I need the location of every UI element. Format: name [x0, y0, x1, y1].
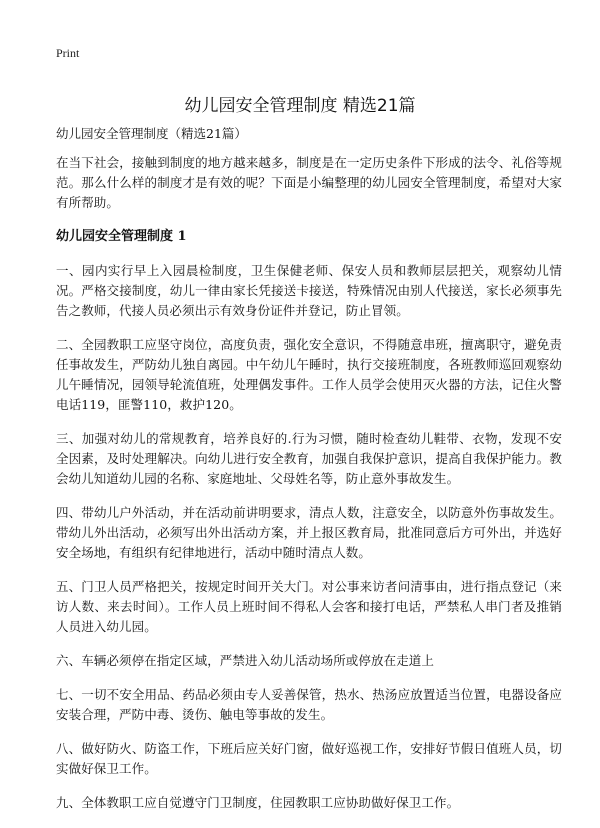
- document-subtitle: 幼儿园安全管理制度（精选21篇）: [56, 126, 247, 141]
- rule-paragraph-7: 七、一切不安全用品、药品必须由专人妥善保管，热水、热汤应放置适当位置，电器设备应安装合理，严防中毒、烫伤、触电等事故的发生。: [56, 687, 562, 722]
- rule-paragraph-2: 二、全园教职工应坚守岗位，高度负责，强化安全意识，不得随意串班，擅离职守，避免责任事故发生，严防幼儿独自离园。中午幼儿午睡时，执行交接班制度，各班教师巡回观察幼儿午睡情况，园领导轮流值班，处理偶发事件。工作人员学会使用灭火器的方法，记住火警电话119，匪警110，救护120。: [56, 337, 562, 412]
- section-heading: 幼儿园安全管理制度 1: [56, 229, 187, 244]
- print-link[interactable]: Print: [56, 46, 80, 60]
- rule-paragraph-5: 五、门卫人员严格把关，按规定时间开关大门。对公事来访者问清事由，进行指点登记（来访人数、来去时间）。工作人员上班时间不得私人会客和接打电话，严禁私人串门者及推销人员进入幼儿园。: [56, 579, 562, 634]
- rule-paragraph-8: 八、做好防火、防盗工作，下班后应关好门窗，做好巡视工作，安排好节假日值班人员，切实做好保卫工作。: [56, 741, 562, 776]
- rule-paragraph-6: 六、车辆必须停在指定区域，严禁进入幼儿活动场所或停放在走道上: [56, 653, 435, 668]
- intro-paragraph: 在当下社会，接触到制度的地方越来越多，制度是在一定历史条件下形成的法令、礼俗等规范。那么什么样的制度才是有效的呢？下面是小编整理的幼儿园安全管理制度，希望对大家有所帮助。: [56, 155, 562, 210]
- rule-paragraph-4: 四、带幼儿户外活动，并在活动前讲明要求，清点人数，注意安全，以防意外伤事故发生。带幼儿外出活动，必须写出外出活动方案，并上报区教育局，批准同意后方可外出，并选好安全场地，有组织有纪律地进行，活动中随时清点人数。: [56, 505, 562, 560]
- page-title: 幼儿园安全管理制度 精选21篇: [184, 96, 416, 117]
- rule-paragraph-1: 一、园内实行早上入园晨检制度，卫生保健老师、保安人员和教师层层把关，观察幼儿情况。严格交接制度，幼儿一律由家长凭接送卡接送，特殊情况由别人代接送，家长必须事先告之教师，代接人员必须出示有效身份证件并登记，防止冒领。: [56, 263, 562, 318]
- document-body: [56, 153, 562, 827]
- rule-paragraph-3: 三、加强对幼儿的常规教育，培养良好的.行为习惯，随时检查幼儿鞋带、衣物，发现不安全因素，及时处理解决。向幼儿进行安全教育，加强自我保护意识，提高自我保护能力。教会幼儿知道幼儿园的名称、家庭地址、父母姓名等，防止意外事故发生。: [56, 431, 562, 486]
- rule-paragraph-9: 九、全体教职工应自觉遵守门卫制度，住园教职工应协助做好保卫工作。: [56, 795, 460, 810]
